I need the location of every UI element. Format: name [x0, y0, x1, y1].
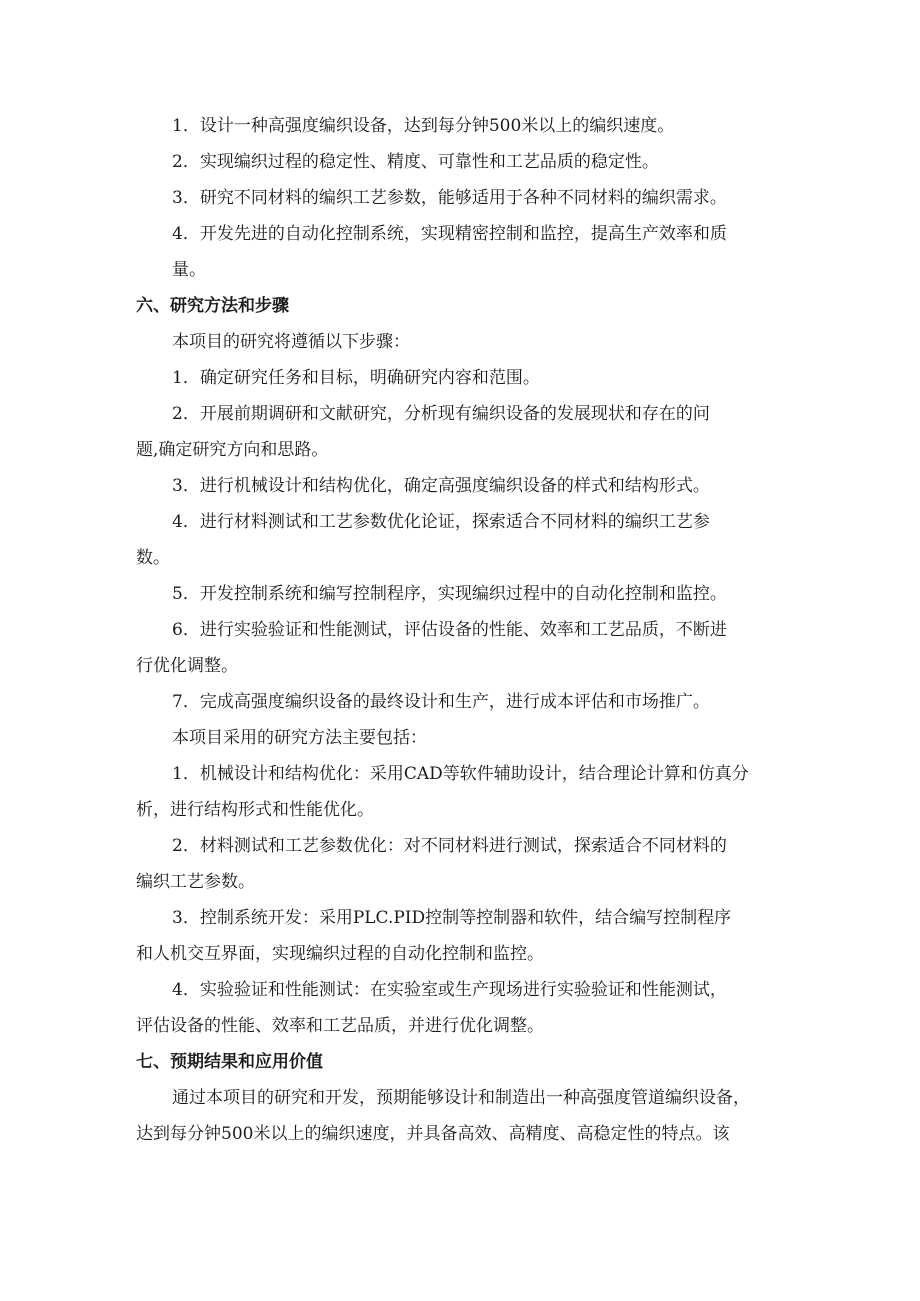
step-3: 3．进行机械设计和结构优化，确定高强度编织设备的样式和结构形式。: [172, 476, 710, 496]
method-3-line1: 3．控制系统开发：采用PLC.PID控制等控制器和软件，结合编写控制程序: [172, 908, 732, 928]
method-4-line2: 评估设备的性能、效率和工艺品质，并进行优化调整。: [136, 1016, 544, 1036]
step-4-line2: 数。: [136, 548, 170, 568]
section-6-heading: 六、研究方法和步骤: [136, 296, 289, 316]
goal-item-4-line1: 4．开发先进的自动化控制系统，实现精密控制和监控，提高生产效率和质: [172, 224, 727, 244]
document-body: [136, 108, 792, 1152]
step-4-line1: 4．进行材料测试和工艺参数优化论证，探索适合不同材料的编织工艺参: [172, 512, 710, 532]
section-7-paragraph-line2: 达到每分钟500米以上的编织速度，并具备高效、高精度、高稳定性的特点。该: [136, 1124, 730, 1144]
goal-item-1: 1．设计一种高强度编织设备，达到每分钟500米以上的编织速度。: [172, 116, 675, 136]
section-6-intro: 本项目的研究将遵循以下步骤：: [172, 332, 410, 352]
section-7-heading: 七、预期结果和应用价值: [136, 1052, 323, 1072]
step-2-line2: 题,确定研究方向和思路。: [136, 440, 329, 460]
step-6-line1: 6．进行实验验证和性能测试，评估设备的性能、效率和工艺品质，不断进: [172, 620, 727, 640]
method-2-line2: 编织工艺参数。: [136, 872, 255, 892]
step-2-line1: 2．开展前期调研和文献研究，分析现有编织设备的发展现状和存在的问: [172, 404, 710, 424]
goal-item-2: 2．实现编织过程的稳定性、精度、可靠性和工艺品质的稳定性。: [172, 152, 659, 172]
step-1: 1．确定研究任务和目标，明确研究内容和范围。: [172, 368, 540, 388]
section-7-paragraph-line1: 通过本项目的研究和开发，预期能够设计和制造出一种高强度管道编织设备，: [172, 1088, 750, 1108]
method-3-line2: 和人机交互界面，实现编织过程的自动化控制和监控。: [136, 944, 544, 964]
step-7: 7．完成高强度编织设备的最终设计和生产，进行成本评估和市场推广。: [172, 692, 710, 712]
method-4-line1: 4．实验验证和性能测试：在实验室或生产现场进行实验验证和性能测试，: [172, 980, 727, 1000]
methods-intro: 本项目采用的研究方法主要包括：: [172, 728, 427, 748]
method-2-line1: 2．材料测试和工艺参数优化：对不同材料进行测试，探索适合不同材料的: [172, 836, 727, 856]
method-1-line1: 1．机械设计和结构优化：采用CAD等软件辅助设计，结合理论计算和仿真分: [172, 764, 749, 784]
step-5: 5．开发控制系统和编写控制程序，实现编织过程中的自动化控制和监控。: [172, 584, 727, 604]
goal-item-3: 3．研究不同材料的编织工艺参数，能够适用于各种不同材料的编织需求。: [172, 188, 727, 208]
method-1-line2: 析，进行结构形式和性能优化。: [136, 800, 374, 820]
goal-item-4-line2: 量。: [172, 260, 206, 280]
step-6-line2: 行优化调整。: [136, 656, 238, 676]
